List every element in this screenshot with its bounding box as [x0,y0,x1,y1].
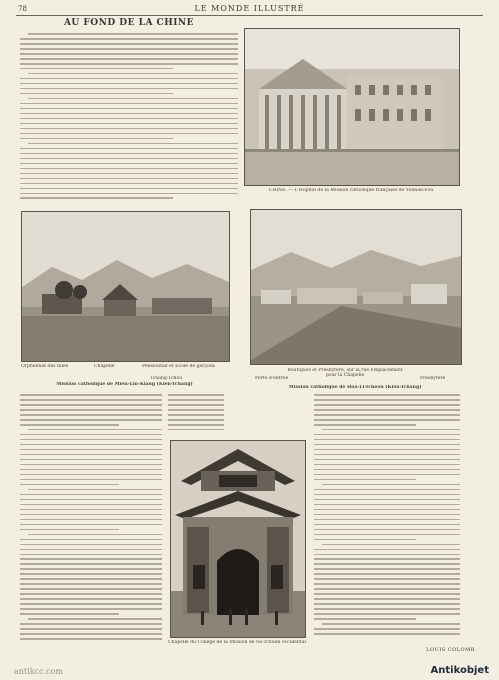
mission-left-label-3: Pensionnat et École de garçons [142,364,216,369]
chapel-gate-caption: Chapelle du Collège de la Mission de Su-Tchuen occidental [168,640,306,645]
chapel-gate-photo [170,440,306,638]
mission-right-illustration [251,210,461,364]
page-number: 78 [18,5,27,13]
author-signature: LOUIS COLOMB. [426,647,477,653]
watermark-left: antikcc.com [14,667,63,676]
hospital-caption: CHINE. — L'Hôpital de la Mission catholique française de Yunnan-Fou [268,188,434,193]
running-head: LE MONDE ILLUSTRÉ [194,4,305,13]
mission-right-caption: Mission catholique de Hoa-Li-Tchéou (Kien-Tchang) [288,385,422,390]
article-text-column-3 [314,394,460,642]
article-text-column-2 [168,394,224,436]
mission-left-label-1: Orphelinat des filles [21,364,69,369]
mission-right-label-3: Presbytère [420,376,446,381]
hospital-illustration [245,29,459,185]
header-rule [16,15,483,16]
article-text-column-1 [20,394,162,644]
watermark-right: Antikobjet [430,665,489,676]
mission-right-label-1: Porte d'entrée [255,376,289,381]
mission-left-label-4: Tchang-Tchou [150,376,183,381]
mission-left-illustration [22,212,229,361]
article-title: AU FOND DE LA CHINE [63,18,195,28]
mission-left-photo [21,211,230,362]
mission-right-photo [250,209,462,365]
mission-left-caption: Mission catholique de Mien-Lin-Kiang (Kien-Tchang) [56,382,193,387]
mission-right-label-2: Boutiques et Presbytère, sur la rue Emplacement pour la Chapelle [287,368,403,379]
hospital-photo [244,28,460,186]
mission-left-label-2: Chapelle [94,364,115,369]
article-text-column-top [20,33,238,205]
chapel-gate-illustration [171,441,305,637]
